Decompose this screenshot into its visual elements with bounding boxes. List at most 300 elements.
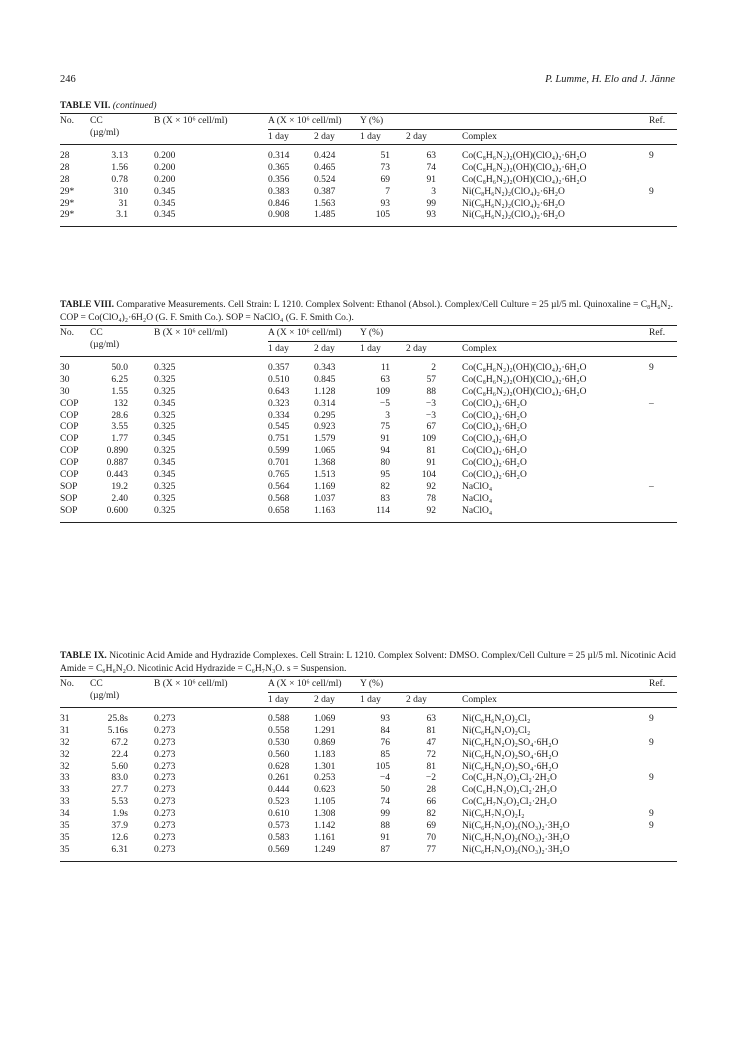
cell-a-day2: 1.368 [314, 458, 336, 469]
cell-a-day2: 1.485 [314, 210, 336, 221]
cell-no: 29* [60, 210, 75, 221]
cell-a-day2: 1.513 [314, 470, 336, 481]
cell-y-day1: 11 [380, 363, 390, 373]
cell-a-day1: 0.444 [268, 785, 290, 796]
cell-y-day2: 63 [426, 151, 436, 161]
cell-cc: 50.0 [111, 363, 128, 373]
cell-a-day1: 0.588 [268, 714, 290, 724]
a-header: A (X × 10⁶ cell/ml) [268, 328, 342, 338]
cc-unit-header: (µg/ml) [90, 128, 120, 138]
table-row [60, 750, 677, 762]
cell-a-day2: 1.163 [314, 505, 336, 516]
cell-cc: 0.890 [106, 446, 128, 457]
cell-b: 0.273 [154, 737, 176, 748]
cell-b: 0.325 [154, 481, 176, 492]
table-row [60, 726, 677, 738]
table-row [60, 210, 677, 222]
cell-ref: 9 [649, 821, 654, 832]
cell-a-day1: 0.365 [268, 162, 290, 173]
cell-a-day2: 0.424 [314, 151, 336, 161]
cell-a-day1: 0.751 [268, 434, 290, 445]
cell-y-day1: −4 [379, 773, 390, 784]
cell-y-day1: 91 [380, 832, 390, 843]
cell-complex: Co(ClO₄)₂·6H₂O [462, 434, 527, 445]
caption-label: TABLE IX. [60, 651, 107, 661]
y-header: Y (%) [360, 116, 384, 126]
cell-y-day1: 3 [385, 410, 390, 421]
cell-y-day1: 88 [380, 821, 390, 832]
cell-complex: NaClO₄ [462, 493, 493, 504]
table-row [60, 494, 677, 506]
cell-y-day2: 88 [426, 386, 436, 397]
cell-a-day2: 0.314 [314, 398, 336, 409]
cell-no: 28 [60, 174, 70, 185]
cell-a-day1: 0.558 [268, 725, 290, 736]
table-header [60, 677, 677, 707]
table-row [60, 506, 677, 518]
cell-y-day1: −5 [379, 398, 390, 409]
cell-no: 33 [60, 785, 70, 796]
cell-ref: 9 [649, 809, 654, 820]
cell-complex: Co(C₈H₆N₂)₂(OH)(ClO₄)₂·6H₂O [462, 363, 587, 373]
cell-no: 31 [60, 725, 70, 736]
cell-y-day1: 69 [380, 174, 390, 185]
cell-a-day2: 0.387 [314, 186, 336, 197]
header-bottom-rule [60, 707, 677, 708]
cell-b: 0.325 [154, 386, 176, 397]
cell-y-day2: 99 [426, 198, 436, 209]
cell-a-day2: 0.869 [314, 737, 336, 748]
cell-no: 35 [60, 844, 70, 855]
table-caption [60, 650, 677, 676]
cell-y-day2: 77 [426, 844, 436, 855]
cell-a-day1: 0.573 [268, 821, 290, 832]
cell-complex: Ni(C₆H₇N₃O)₂(NO₃)₂·3H₂O [462, 832, 570, 843]
cell-y-day2: 78 [426, 493, 436, 504]
cell-cc: 83.0 [111, 773, 128, 784]
page-number: 246 [60, 74, 76, 85]
cell-a-day1: 0.510 [268, 374, 290, 385]
ref-header: Ref. [649, 116, 666, 126]
cell-complex: Ni(C₆H₇N₃O)₂I₂ [462, 809, 525, 820]
table-7 [60, 100, 677, 227]
complex-header: Complex [462, 695, 497, 705]
cell-cc: 5.60 [111, 761, 128, 772]
cell-a-day2: 1.249 [314, 844, 336, 855]
cell-a-day2: 0.343 [314, 363, 336, 373]
no-header: No. [60, 116, 74, 126]
cell-b: 0.273 [154, 749, 176, 760]
cell-y-day1: 73 [380, 162, 390, 173]
table-row [60, 175, 677, 187]
header-sub-rule [268, 129, 677, 130]
cell-y-day1: 82 [380, 481, 390, 492]
table-bottom-rule [60, 522, 677, 523]
ref-header: Ref. [649, 328, 666, 338]
cell-cc: 0.600 [106, 505, 128, 516]
cell-ref: 9 [649, 151, 654, 161]
cell-y-day2: 81 [426, 446, 436, 457]
caption-text: Comparative Measurements. Cell Strain: L 1210. Complex Solvent: Ethanol (Absol.). Complex/Cell Culture = 25 µl/5 ml. Quinoxaline = C₈H₆N₂. COP = Co(ClO₄)₂·6H₂O (G. F. Smith Co.). SOP = NaClO₄ (G. F. Smith Co.). [60, 300, 674, 323]
cell-no: 32 [60, 737, 70, 748]
cell-y-day2: 92 [426, 481, 436, 492]
caption-label: TABLE VII. [60, 101, 111, 111]
cell-a-day1: 0.628 [268, 761, 290, 772]
b-header: B (X × 10⁶ cell/ml) [154, 116, 228, 126]
table-row [60, 199, 677, 211]
cell-y-day1: 50 [380, 785, 390, 796]
cell-a-day1: 0.383 [268, 186, 290, 197]
cell-a-day1: 0.643 [268, 386, 290, 397]
cell-cc: 1.56 [111, 162, 128, 173]
cell-y-day2: 92 [426, 505, 436, 516]
cell-complex: NaClO₄ [462, 481, 493, 492]
cell-b: 0.200 [154, 162, 176, 173]
cell-y-day2: 104 [421, 470, 436, 481]
cell-a-day1: 0.569 [268, 844, 290, 855]
cell-a-day1: 0.323 [268, 398, 290, 409]
cell-ref: – [649, 481, 654, 492]
cc-unit-header: (µg/ml) [90, 340, 120, 350]
cell-y-day1: 7 [385, 186, 390, 197]
cell-b: 0.325 [154, 505, 176, 516]
table-row [60, 399, 677, 411]
cell-a-day2: 0.524 [314, 174, 336, 185]
cell-cc: 1.9s [112, 809, 128, 820]
cell-y-day1: 51 [380, 151, 390, 161]
cell-cc: 1.77 [111, 434, 128, 445]
cell-cc: 3.1 [116, 210, 128, 221]
cell-no: 30 [60, 374, 70, 385]
cell-no: 33 [60, 773, 70, 784]
cell-complex: Co(C₈H₆N₂)₂(OH)(ClO₄)₂·6H₂O [462, 174, 587, 185]
cell-cc: 28.6 [111, 410, 128, 421]
cell-a-day1: 0.846 [268, 198, 290, 209]
cell-b: 0.325 [154, 422, 176, 433]
table-row [60, 363, 677, 375]
header-bottom-rule [60, 144, 677, 145]
cell-a-day1: 0.658 [268, 505, 290, 516]
cell-y-day2: 81 [426, 761, 436, 772]
cell-b: 0.273 [154, 844, 176, 855]
cell-complex: Co(C₈H₆N₂)₂(OH)(ClO₄)₂·6H₂O [462, 162, 587, 173]
cell-a-day1: 0.568 [268, 493, 290, 504]
cell-cc: 25.8s [107, 714, 128, 724]
cell-complex: NaClO₄ [462, 505, 493, 516]
cell-y-day2: 63 [426, 714, 436, 724]
cell-complex: Co(C₈H₆N₂)₂(OH)(ClO₄)₂·6H₂O [462, 374, 587, 385]
cell-a-day1: 0.523 [268, 797, 290, 808]
y-day2-header: 2 day [406, 344, 427, 354]
cell-no: 31 [60, 714, 70, 724]
cell-y-day2: 91 [426, 174, 436, 185]
table-row [60, 422, 677, 434]
cell-a-day1: 0.765 [268, 470, 290, 481]
cell-a-day1: 0.357 [268, 363, 290, 373]
cell-a-day2: 1.183 [314, 749, 336, 760]
cell-y-day1: 87 [380, 844, 390, 855]
cell-b: 0.325 [154, 493, 176, 504]
cell-cc: 67.2 [111, 737, 128, 748]
cell-a-day1: 0.610 [268, 809, 290, 820]
table-row [60, 411, 677, 423]
cell-cc: 31 [118, 198, 128, 209]
cell-y-day1: 94 [380, 446, 390, 457]
header-sub-rule [268, 692, 677, 693]
table-row [60, 785, 677, 797]
cell-y-day2: 3 [431, 186, 436, 197]
table-row [60, 833, 677, 845]
cell-no: 33 [60, 797, 70, 808]
caption-text: (continued) [112, 101, 157, 111]
running-head: P. Lumme, H. Elo and J. Jänne [545, 74, 675, 85]
cell-b: 0.325 [154, 363, 176, 373]
cell-a-day2: 1.579 [314, 434, 336, 445]
cell-y-day2: 81 [426, 725, 436, 736]
y-header: Y (%) [360, 328, 384, 338]
table-row [60, 797, 677, 809]
cell-y-day1: 74 [380, 797, 390, 808]
header-bottom-rule [60, 356, 677, 357]
cell-b: 0.273 [154, 797, 176, 808]
cell-complex: Ni(C₆H₇N₃O)₂(NO₃)₂·3H₂O [462, 844, 570, 855]
cell-cc: 22.4 [111, 749, 128, 760]
table-body [60, 714, 677, 857]
table-row [60, 762, 677, 774]
cell-complex: Ni(C₈H₆N₂)₂(ClO₄)₂·6H₂O [462, 198, 565, 209]
cc-header: CC [90, 328, 103, 338]
cell-a-day2: 1.069 [314, 714, 336, 724]
table-row [60, 773, 677, 785]
cell-cc: 12.6 [111, 832, 128, 843]
cell-y-day1: 105 [375, 210, 390, 221]
cell-no: 29* [60, 186, 75, 197]
a-header: A (X × 10⁶ cell/ml) [268, 679, 342, 689]
table-row [60, 821, 677, 833]
cell-b: 0.345 [154, 210, 176, 221]
table-8 [60, 299, 677, 523]
cell-complex: Co(ClO₄)₂·6H₂O [462, 458, 527, 469]
table-body [60, 151, 677, 222]
cell-ref: 9 [649, 737, 654, 748]
cell-y-day2: 72 [426, 749, 436, 760]
cell-a-day1: 0.545 [268, 422, 290, 433]
cc-unit-header: (µg/ml) [90, 691, 120, 701]
cell-complex: Ni(C₈H₆N₂)₂(ClO₄)₂·6H₂O [462, 210, 565, 221]
cell-no: 28 [60, 162, 70, 173]
cell-complex: Co(ClO₄)₂·6H₂O [462, 446, 527, 457]
cell-no: COP [60, 446, 79, 457]
cell-y-day1: 76 [380, 737, 390, 748]
cell-a-day2: 0.623 [314, 785, 336, 796]
table-bottom-rule [60, 226, 677, 227]
table-row [60, 446, 677, 458]
table-row [60, 375, 677, 387]
table-bottom-rule [60, 861, 677, 862]
a-header: A (X × 10⁶ cell/ml) [268, 116, 342, 126]
cell-no: 29* [60, 198, 75, 209]
cell-b: 0.325 [154, 374, 176, 385]
complex-header: Complex [462, 132, 497, 142]
cell-b: 0.273 [154, 761, 176, 772]
cell-ref: 9 [649, 773, 654, 784]
table-row [60, 151, 677, 163]
cell-y-day2: −3 [425, 410, 436, 421]
cell-complex: Ni(C₈H₆N₂)₂(ClO₄)₂·6H₂O [462, 186, 565, 197]
cell-y-day2: 47 [426, 737, 436, 748]
cell-complex: Ni(C₆H₆N₂O)₂Cl₂ [462, 725, 531, 736]
cell-complex: Co(C₆H₇N₃O)₂Cl₂·2H₂O [462, 797, 557, 808]
cell-y-day1: 105 [375, 761, 390, 772]
cell-no: COP [60, 410, 79, 421]
cell-no: SOP [60, 481, 78, 492]
cell-no: SOP [60, 493, 78, 504]
cell-complex: Co(C₆H₇N₃O)₂Cl₂·2H₂O [462, 773, 557, 784]
cell-b: 0.325 [154, 446, 176, 457]
table-row [60, 714, 677, 726]
caption-label: TABLE VIII. [60, 300, 115, 310]
cell-no: 35 [60, 832, 70, 843]
cell-cc: 5.53 [111, 797, 128, 808]
b-header: B (X × 10⁶ cell/ml) [154, 679, 228, 689]
table-caption [60, 299, 677, 325]
cell-y-day1: 80 [380, 458, 390, 469]
cell-a-day1: 0.564 [268, 481, 290, 492]
cell-cc: 310 [113, 186, 128, 197]
cell-a-day2: 1.065 [314, 446, 336, 457]
cell-y-day2: 82 [426, 809, 436, 820]
cell-cc: 2.40 [111, 493, 128, 504]
cell-no: SOP [60, 505, 78, 516]
y-day1-header: 1 day [360, 695, 381, 705]
cell-cc: 6.31 [111, 844, 128, 855]
cell-a-day2: 1.142 [314, 821, 336, 832]
cell-b: 0.273 [154, 773, 176, 784]
cell-cc: 27.7 [111, 785, 128, 796]
table-row [60, 187, 677, 199]
table-row [60, 845, 677, 857]
cell-a-day1: 0.583 [268, 832, 290, 843]
cell-b: 0.273 [154, 785, 176, 796]
cell-y-day2: 2 [431, 363, 436, 373]
a-day1-header: 1 day [268, 132, 289, 142]
table-header [60, 326, 677, 356]
cell-y-day2: 28 [426, 785, 436, 796]
complex-header: Complex [462, 344, 497, 354]
a-day2-header: 2 day [314, 695, 335, 705]
cell-b: 0.345 [154, 470, 176, 481]
cell-b: 0.345 [154, 434, 176, 445]
table-header [60, 114, 677, 144]
cell-b: 0.345 [154, 458, 176, 469]
cell-a-day2: 0.465 [314, 162, 336, 173]
cell-y-day1: 93 [380, 714, 390, 724]
cell-b: 0.273 [154, 809, 176, 820]
cell-complex: Co(ClO₄)₂·6H₂O [462, 410, 527, 421]
a-day1-header: 1 day [268, 695, 289, 705]
cell-a-day2: 1.301 [314, 761, 336, 772]
cell-y-day2: 74 [426, 162, 436, 173]
cell-b: 0.273 [154, 832, 176, 843]
cell-y-day1: 91 [380, 434, 390, 445]
caption-text: Nicotinic Acid Amide and Hydrazide Complexes. Cell Strain: L 1210. Complex Solvent: DMSO. Complex/Cell Culture = 25 µl/5 ml. Nicotinic Acid Amide = C₆H₆N₂O. Nicotinic Acid Hydrazide = C₆H₇N₃O. s = Suspension. [60, 651, 676, 674]
cell-complex: Ni(C₆H₇N₃O)₂(NO₃)₂·3H₂O [462, 821, 570, 832]
cell-no: 32 [60, 749, 70, 760]
cell-a-day2: 0.923 [314, 422, 336, 433]
cell-complex: Ni(C₆H₆N₂O)₂SO₄·6H₂O [462, 761, 559, 772]
cell-a-day1: 0.261 [268, 773, 290, 784]
cell-no: COP [60, 422, 79, 433]
cc-header: CC [90, 679, 103, 689]
cell-b: 0.273 [154, 821, 176, 832]
cell-ref: – [649, 398, 654, 409]
y-header: Y (%) [360, 679, 384, 689]
cell-b: 0.200 [154, 151, 176, 161]
cell-a-day2: 1.105 [314, 797, 336, 808]
cell-y-day2: 109 [421, 434, 436, 445]
y-day1-header: 1 day [360, 132, 381, 142]
cell-no: COP [60, 458, 79, 469]
cell-y-day2: 57 [426, 374, 436, 385]
cell-complex: Co(ClO₄)₂·6H₂O [462, 398, 527, 409]
cell-no: COP [60, 398, 79, 409]
cell-a-day2: 0.295 [314, 410, 336, 421]
cell-y-day2: 66 [426, 797, 436, 808]
cell-cc: 37.9 [111, 821, 128, 832]
cell-y-day2: −2 [425, 773, 436, 784]
cell-a-day1: 0.530 [268, 737, 290, 748]
cell-complex: Co(C₈H₆N₂)₂(OH)(ClO₄)₂·6H₂O [462, 151, 587, 161]
cell-cc: 6.25 [111, 374, 128, 385]
cell-y-day1: 75 [380, 422, 390, 433]
cell-cc: 0.887 [106, 458, 128, 469]
cell-a-day2: 1.169 [314, 481, 336, 492]
cell-complex: Ni(C₆H₆N₂O)₂SO₄·6H₂O [462, 737, 559, 748]
no-header: No. [60, 679, 74, 689]
y-day2-header: 2 day [406, 132, 427, 142]
table-row [60, 458, 677, 470]
a-day1-header: 1 day [268, 344, 289, 354]
cell-complex: Co(C₈H₆N₂)₂(OH)(ClO₄)₂·6H₂O [462, 386, 587, 397]
cell-ref: 9 [649, 714, 654, 724]
cell-b: 0.345 [154, 398, 176, 409]
table-caption [60, 100, 677, 113]
cell-a-day1: 0.908 [268, 210, 290, 221]
y-day2-header: 2 day [406, 695, 427, 705]
cell-y-day2: −3 [425, 398, 436, 409]
cell-y-day1: 83 [380, 493, 390, 504]
table-row [60, 434, 677, 446]
cell-ref: 9 [649, 186, 654, 197]
cell-complex: Co(C₆H₇N₃O)₂Cl₂·2H₂O [462, 785, 557, 796]
cell-y-day1: 95 [380, 470, 390, 481]
cell-cc: 19.2 [111, 481, 128, 492]
cell-a-day1: 0.599 [268, 446, 290, 457]
table-row [60, 387, 677, 399]
cell-no: 30 [60, 386, 70, 397]
b-header: B (X × 10⁶ cell/ml) [154, 328, 228, 338]
cell-cc: 3.13 [111, 151, 128, 161]
no-header: No. [60, 328, 74, 338]
cell-a-day2: 0.253 [314, 773, 336, 784]
cell-a-day2: 1.291 [314, 725, 336, 736]
table-row [60, 809, 677, 821]
cell-y-day1: 84 [380, 725, 390, 736]
cell-complex: Ni(C₆H₆N₂O)₂Cl₂ [462, 714, 531, 724]
cell-no: 32 [60, 761, 70, 772]
cell-a-day2: 1.037 [314, 493, 336, 504]
cell-a-day1: 0.356 [268, 174, 290, 185]
